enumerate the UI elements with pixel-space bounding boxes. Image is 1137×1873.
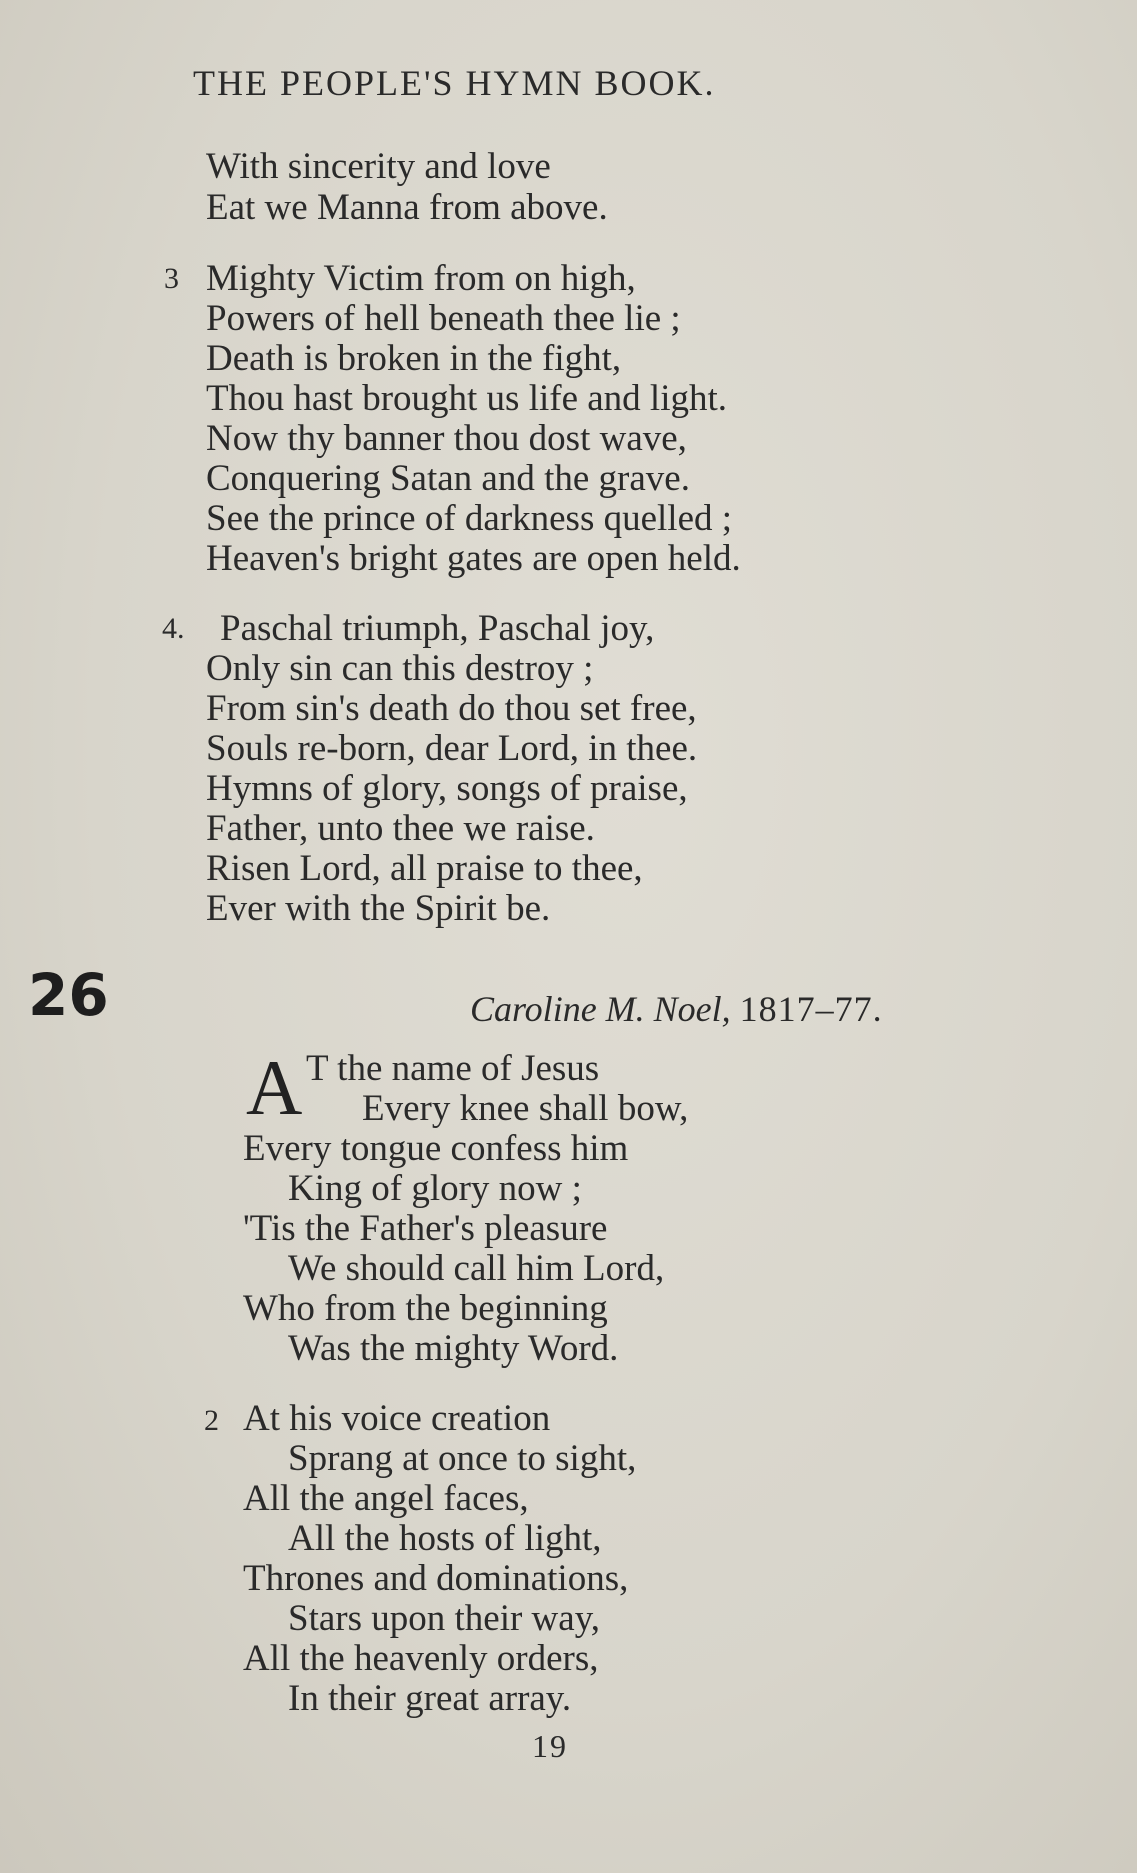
- verse-line: Father, unto thee we raise.: [206, 808, 595, 849]
- verse-number: 2: [204, 1404, 219, 1437]
- verse-line: All the heavenly orders,: [243, 1638, 599, 1679]
- verse-line: Risen Lord, all praise to thee,: [206, 848, 643, 889]
- verse-line: Powers of hell beneath thee lie ;: [206, 298, 681, 339]
- verse-line: Mighty Victim from on high,: [206, 258, 636, 299]
- verse-line: Thou hast brought us life and light.: [206, 378, 728, 419]
- verse-line: At his voice creation: [243, 1398, 551, 1439]
- verse-line: See the prince of darkness quelled ;: [206, 498, 733, 539]
- verse-line: Who from the beginning: [243, 1288, 608, 1329]
- verse-line: Hymns of glory, songs of praise,: [206, 768, 688, 809]
- verse-line: Death is broken in the fight,: [206, 338, 622, 379]
- hymn-attribution: [470, 988, 883, 1030]
- verse-line: Ever with the Spirit be.: [206, 888, 551, 929]
- verse-line: All the angel faces,: [243, 1478, 529, 1519]
- verse-line: Every tongue confess him: [243, 1128, 629, 1169]
- verse-line: 'Tis the Father's pleasure: [243, 1208, 608, 1249]
- author-dates: 1817–77.: [739, 989, 883, 1029]
- verse-line: All the hosts of light,: [288, 1518, 602, 1559]
- verse-line: T the name of Jesus: [306, 1048, 600, 1089]
- verse-line: From sin's death do thou set free,: [206, 688, 697, 729]
- verse-line: Heaven's bright gates are open held.: [206, 538, 741, 579]
- verse-number: 3: [164, 262, 179, 295]
- verse-line: Thrones and dominations,: [243, 1558, 629, 1599]
- verse-line: With sincerity and love: [206, 146, 551, 187]
- page-number: 19: [532, 1728, 568, 1764]
- verse-number: 4.: [162, 612, 185, 645]
- running-head: THE PEOPLE'S HYMN BOOK.: [193, 63, 716, 103]
- verse-line: Every knee shall bow,: [362, 1088, 689, 1129]
- verse-line: Paschal triumph, Paschal joy,: [220, 608, 655, 649]
- drop-cap: A: [246, 1044, 303, 1131]
- verse-line: Now thy banner thou dost wave,: [206, 418, 687, 459]
- hymn-number: 26: [28, 961, 109, 1029]
- verse-line: In their great array.: [288, 1678, 572, 1719]
- verse-line: Conquering Satan and the grave.: [206, 458, 690, 499]
- verse-line: King of glory now ;: [288, 1168, 582, 1209]
- verse-line: Was the mighty Word.: [288, 1328, 619, 1369]
- verse-line: Stars upon their way,: [288, 1598, 601, 1639]
- verse-line: Only sin can this destroy ;: [206, 648, 594, 689]
- author-name: Caroline M. Noel,: [470, 989, 731, 1029]
- verse-line: Souls re-born, dear Lord, in thee.: [206, 728, 698, 769]
- verse-line: Eat we Manna from above.: [206, 187, 608, 228]
- verse-line: Sprang at once to sight,: [288, 1438, 637, 1479]
- verse-line: We should call him Lord,: [288, 1248, 665, 1289]
